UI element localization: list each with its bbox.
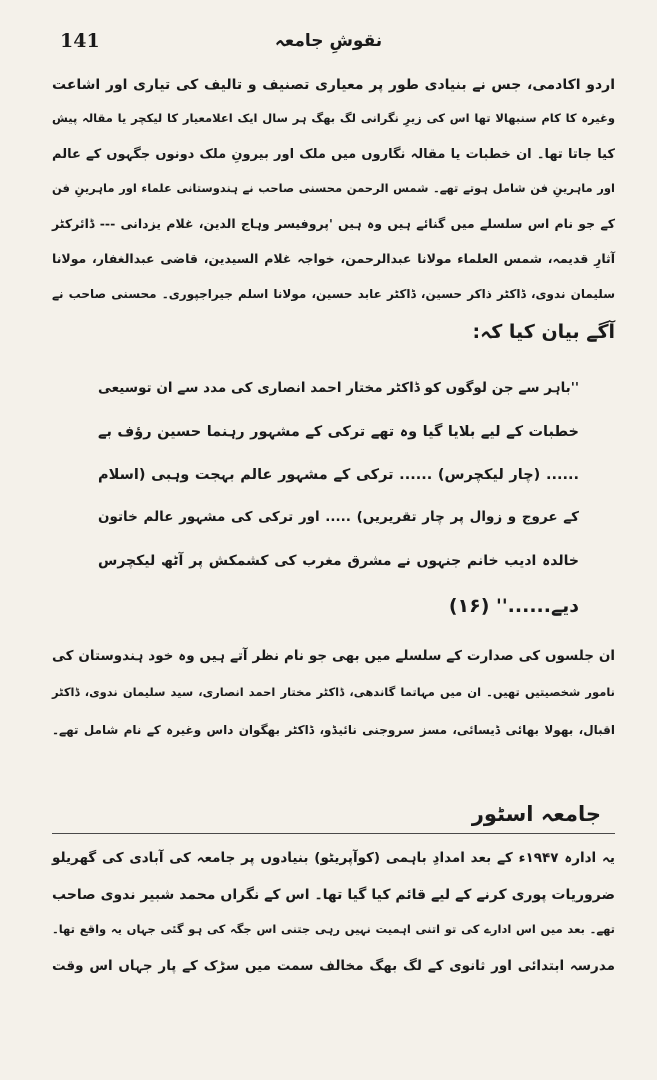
text-line: ان جلسوں کی صدارت کے سلسلے میں بھی جو نام نظر آتے ہیں وہ خود ہندوستان کی — [52, 648, 615, 664]
quote-line: دیے......'' (۱۶) — [448, 595, 579, 617]
text-line: آگے بیان کیا کہ: — [472, 321, 615, 343]
text-line: ضروریات پوری کرنے کے لیے قائم کیا گیا تھا۔ اس کے نگراں محمد شبیر ندوی صاحب — [52, 887, 615, 903]
page-header — [0, 30, 657, 60]
text-line: کیا جاتا تھا۔ ان خطبات یا مقالہ نگاروں میں ملک اور بیرونِ ملک دونوں جگہوں کے عالم — [52, 147, 615, 162]
text-line: یہ ادارہ ۱۹۴۷ء کے بعد امدادِ باہمی (کوآپریٹو) بنیادوں پر جامعہ کی آبادی کی گھریلو — [52, 850, 615, 866]
text-line: اور ماہرینِ فن شامل ہوتے تھے۔ شمس الرحمن محسنی صاحب نے ہندوستانی علماء اور ماہرینِ فن — [52, 181, 615, 195]
text-line: تھے۔ بعد میں اس ادارے کی تو اتنی اہمیت نہیں رہی جتنی اس جگہ کی ہو گئی جہاں یہ واقع تھا۔ — [52, 922, 615, 936]
quote-line: ...... (چار لیکچرس) ...... ترکی کے مشہور عالم بہجت وہبی (اسلام — [98, 467, 579, 483]
text-line: سلیمان ندوی، ڈاکٹر ذاکر حسین، ڈاکٹر عابد حسین، مولانا اسلم جیراجپوری۔ محسنی صاحب نے — [52, 287, 615, 301]
text-line: اردو اکادمی، جس نے بنیادی طور پر معیاری تصنیف و تالیف کی تیاری اور اشاعت — [52, 77, 615, 93]
text-line: وغیرہ کا کام سنبھالا تھا اس کی زیرِ نگرانی لگ بھگ ہر سال ایک اعلامعیار کا لیکچر یا مقالہ پیش — [52, 111, 615, 125]
quote-line: ''باہر سے جن لوگوں کو ڈاکٹر مختار احمد انصاری کی مدد سے ان توسیعی — [98, 380, 579, 396]
quote-line: خالدہ ادیب خانم جنہوں نے مشرق مغرب کی کشمکش پر آٹھ لیکچرس — [98, 553, 579, 569]
quote-line: خطبات کے لیے بلایا گیا وہ تھے ترکی کے مشہور رہنما حسین رؤف بے — [98, 424, 579, 440]
text-line: مدرسہ ابتدائی اور ثانوی کے لگ بھگ مخالف سمت میں سڑک کے پار جہاں اس وقت — [52, 958, 615, 974]
page-number: 141 — [60, 30, 100, 52]
text-line: کے جو نام اس سلسلے میں گنائے ہیں وہ ہیں 'پروفیسر وہاج الدین، غلام یزدانی --- ڈائرکٹر — [52, 216, 615, 231]
text-line: آثارِ قدیمہ، شمس العلماء مولانا عبدالرحمن، خواجہ غلام السیدین، قاضی عبدالغفار، مولانا — [52, 251, 615, 266]
quote-line: کے عروج و زوال پر چار تقریریں) ..... اور ترکی کی مشہور عالم خاتون — [98, 509, 579, 525]
text-line: نامور شخصیتیں تھیں۔ ان میں مہاتما گاندھی، ڈاکٹر مختار احمد انصاری، سید سلیمان ندوی، ڈاکٹر — [52, 685, 615, 699]
section-heading: جامعہ اسٹور — [471, 802, 601, 826]
running-title: نقوشِ جامعہ — [274, 31, 383, 51]
text-line: اقبال، بھولا بھائی ڈیسائی، مسز سروجنی نائیڈو، ڈاکٹر بھگوان داس وغیرہ کے نام شامل تھے۔ — [52, 723, 615, 737]
heading-underline — [52, 833, 615, 834]
